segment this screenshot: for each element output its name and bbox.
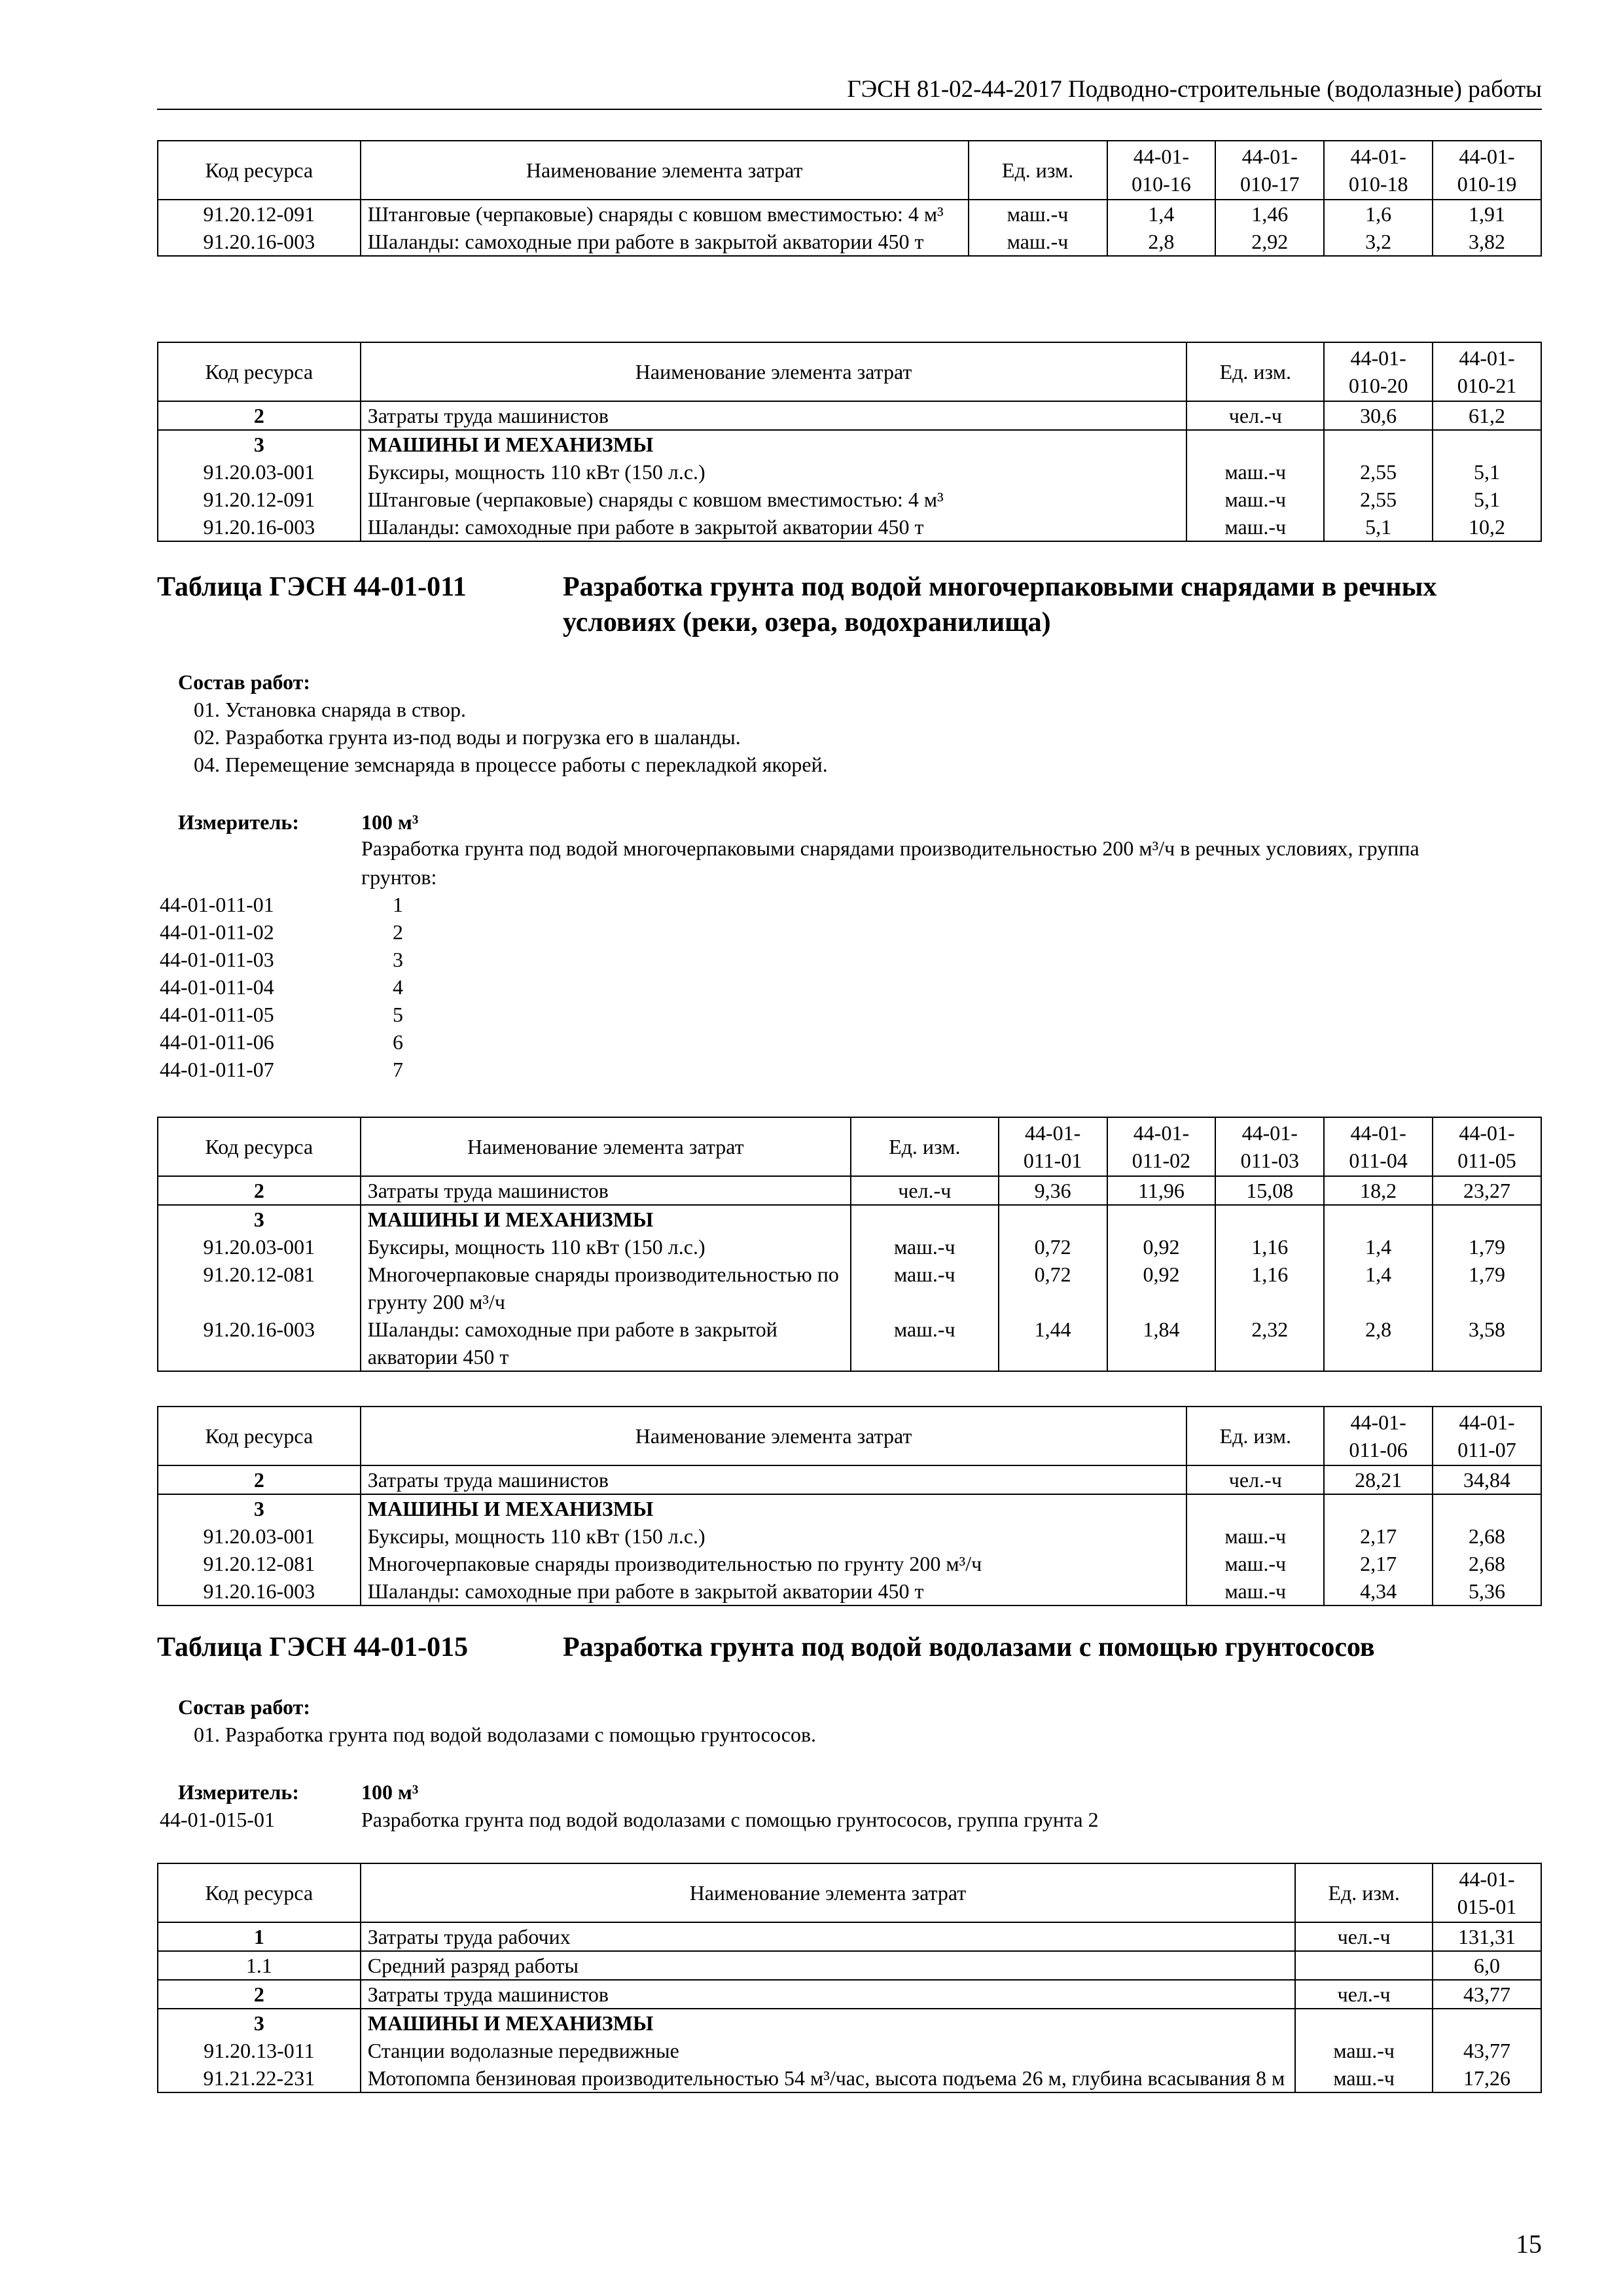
resource-code: 91.20.13-011	[158, 2037, 361, 2064]
table-name: Разработка грунта под водой многочерпаковыми снарядами в речных условиях (реки, озера, водохранилища)	[563, 572, 1437, 637]
resource-unit	[1186, 430, 1324, 458]
resource-value: 2,32	[1215, 1316, 1324, 1371]
column-header-norm: 44-01- 011-05	[1433, 1117, 1541, 1176]
norm-code: 44-01-011-01	[160, 893, 274, 916]
resource-value: 3,2	[1324, 228, 1433, 256]
table-row	[158, 2037, 1541, 2064]
resource-name: Шаланды: самоходные при работе в закрытой акватории 450 т	[361, 228, 969, 256]
resource-code: 91.20.03-001	[158, 458, 361, 486]
resource-value: 1,16	[1215, 1261, 1324, 1316]
norm-code: 44-01-011-03	[160, 948, 274, 971]
column-header-norm: 44-01- 010-17	[1215, 141, 1324, 200]
resource-unit: маш.-ч	[1186, 1577, 1324, 1605]
resource-value: 1,79	[1433, 1261, 1541, 1316]
table-row	[158, 401, 1541, 430]
resource-value: 5,1	[1324, 513, 1433, 541]
resource-unit: чел.-ч	[1295, 1922, 1433, 1951]
resource-code: 3	[158, 2009, 361, 2037]
resource-name: Затраты труда машинистов	[361, 1465, 1187, 1494]
works-label: Состав работ:	[178, 670, 311, 694]
resource-code: 91.20.03-001	[158, 1522, 361, 1550]
resource-name: Штанговые (черпаковые) снаряды с ковшом вместимостью: 4 м³	[361, 200, 969, 228]
work-item: 01. Разработка грунта под водой водолазами с помощью грунтососов.	[194, 1723, 817, 1746]
column-header-norm: 44-01- 010-19	[1433, 141, 1541, 200]
resource-value: 2,68	[1433, 1550, 1541, 1577]
norm-code: 44-01-011-07	[160, 1058, 274, 1081]
norm-value: 2	[393, 920, 403, 944]
norm-value: 5	[393, 1003, 403, 1026]
resource-code: 91.20.16-003	[158, 228, 361, 256]
resource-value: 28,21	[1324, 1465, 1433, 1494]
resource-code: 3	[158, 1205, 361, 1233]
resource-unit: чел.-ч	[1186, 1465, 1324, 1494]
resource-value: 1,46	[1215, 200, 1324, 228]
norm-value: 7	[393, 1058, 403, 1081]
resource-table-3	[157, 1117, 1542, 1372]
column-header-unit: Ед. изм.	[1186, 342, 1324, 401]
column-header-code: Код ресурса	[158, 1407, 361, 1465]
resource-code: 91.20.12-091	[158, 486, 361, 513]
norm-value: 6	[393, 1030, 403, 1054]
resource-value: 131,31	[1433, 1922, 1541, 1951]
resource-value: 4,34	[1324, 1577, 1433, 1605]
meter-label: Измеритель:	[178, 1780, 299, 1804]
section-title	[0, 569, 1623, 648]
norm-code: 44-01-011-04	[160, 975, 274, 999]
works-label: Состав работ:	[178, 1695, 311, 1719]
resource-value: 1,44	[999, 1316, 1107, 1371]
resource-value: 2,17	[1324, 1522, 1433, 1550]
table-id: Таблица ГЭСН 44-01-015	[157, 1632, 469, 1662]
norm-code: 44-01-011-06	[160, 1030, 274, 1054]
column-header-code: Код ресурса	[158, 1863, 361, 1922]
resource-name: Затраты труда машинистов	[361, 1176, 851, 1205]
resource-unit: маш.-ч	[969, 200, 1107, 228]
column-header-code: Код ресурса	[158, 342, 361, 401]
resource-value	[1107, 1205, 1216, 1233]
resource-code: 3	[158, 430, 361, 458]
resource-value: 2,17	[1324, 1550, 1433, 1577]
meter-label: Измеритель:	[178, 810, 299, 834]
resource-value: 43,77	[1433, 1980, 1541, 2009]
table-row	[158, 1205, 1541, 1233]
resource-value: 2,68	[1433, 1522, 1541, 1550]
resource-table-5	[157, 1863, 1542, 2093]
resource-name: Затраты труда машинистов	[361, 401, 1187, 430]
resource-value: 6,0	[1433, 1951, 1541, 1980]
table-row	[158, 1922, 1541, 1951]
resource-value: 1,4	[1324, 1261, 1433, 1316]
table-row	[158, 1550, 1541, 1577]
resource-name: Средний разряд работы	[361, 1951, 1295, 1980]
resource-value	[1433, 1494, 1541, 1522]
table-row	[158, 1577, 1541, 1605]
table-row	[158, 1176, 1541, 1205]
resource-unit: чел.-ч	[851, 1176, 999, 1205]
resource-unit: маш.-ч	[1186, 458, 1324, 486]
column-header-unit: Ед. изм.	[1186, 1407, 1324, 1465]
table-row	[158, 486, 1541, 513]
resource-name: Буксиры, мощность 110 кВт (150 л.с.)	[361, 1522, 1187, 1550]
column-header-norm: 44-01- 011-01	[999, 1117, 1107, 1176]
work-item: 01. Установка снаряда в створ.	[194, 698, 467, 721]
table-row	[158, 1522, 1541, 1550]
resource-value: 11,96	[1107, 1176, 1216, 1205]
table-id: Таблица ГЭСН 44-01-011	[157, 572, 467, 602]
column-header-code: Код ресурса	[158, 141, 361, 200]
resource-name: Мотопомпа бензиновая производительностью 54 м³/час, высота подъема 26 м, глубина всасывания 8 м	[361, 2064, 1295, 2092]
resource-value	[1324, 430, 1433, 458]
resource-name: Многочерпаковые снаряды производительностью по грунту 200 м³/ч	[361, 1261, 851, 1316]
resource-unit	[1295, 2009, 1433, 2037]
resource-value	[1324, 1205, 1433, 1233]
resource-value: 61,2	[1433, 401, 1541, 430]
resource-name: Буксиры, мощность 110 кВт (150 л.с.)	[361, 1233, 851, 1261]
resource-value: 30,6	[1324, 401, 1433, 430]
resource-value	[1433, 1205, 1541, 1233]
column-header-unit: Ед. изм.	[851, 1117, 999, 1176]
resource-code: 91.21.22-231	[158, 2064, 361, 2092]
table-row	[158, 1316, 1541, 1371]
resource-code: 91.20.12-081	[158, 1261, 361, 1316]
resource-unit: маш.-ч	[1295, 2037, 1433, 2064]
resource-value: 17,26	[1433, 2064, 1541, 2092]
resource-unit: маш.-ч	[1186, 486, 1324, 513]
resource-code: 2	[158, 401, 361, 430]
column-header-norm: 44-01- 011-02	[1107, 1117, 1216, 1176]
table-row	[158, 1951, 1541, 1980]
resource-name: Штанговые (черпаковые) снаряды с ковшом вместимостью: 4 м³	[361, 486, 1187, 513]
meter-value: 100 м³	[361, 1780, 419, 1804]
resource-value: 3,58	[1433, 1316, 1541, 1371]
resource-value: 2,55	[1324, 458, 1433, 486]
resource-value: 18,2	[1324, 1176, 1433, 1205]
resource-value: 0,92	[1107, 1233, 1216, 1261]
column-header-norm: 44-01- 010-18	[1324, 141, 1433, 200]
resource-value: 43,77	[1433, 2037, 1541, 2064]
resource-group-name: МАШИНЫ И МЕХАНИЗМЫ	[361, 2009, 1295, 2037]
resource-unit: чел.-ч	[1295, 1980, 1433, 2009]
resource-name: Шаланды: самоходные при работе в закрытой акватории 450 т	[361, 513, 1187, 541]
column-header-norm: 44-01- 010-20	[1324, 342, 1433, 401]
resource-code: 91.20.12-081	[158, 1550, 361, 1577]
column-header-unit: Ед. изм.	[1295, 1863, 1433, 1922]
resource-unit	[1295, 1951, 1433, 1980]
column-header-norm: 44-01- 010-21	[1433, 342, 1541, 401]
resource-code: 2	[158, 1176, 361, 1205]
table-row	[158, 430, 1541, 458]
work-item: 02. Разработка грунта из-под воды и погрузка его в шаланды.	[194, 725, 741, 749]
column-header-norm: 44-01- 011-06	[1324, 1407, 1433, 1465]
norm-description: Разработка грунта под водой водолазами с помощью грунтососов, группа грунта 2	[361, 1808, 1099, 1831]
resource-code: 2	[158, 1980, 361, 2009]
norm-code: 44-01-011-02	[160, 920, 274, 944]
resource-unit	[851, 1205, 999, 1233]
resource-name: Буксиры, мощность 110 кВт (150 л.с.)	[361, 458, 1187, 486]
resource-code: 1	[158, 1922, 361, 1951]
column-header-norm: 44-01- 010-16	[1107, 141, 1216, 200]
resource-unit: маш.-ч	[851, 1316, 999, 1371]
norm-value: 4	[393, 975, 403, 999]
norm-code: 44-01-011-05	[160, 1003, 274, 1026]
resource-value: 0,72	[999, 1261, 1107, 1316]
resource-value: 2,92	[1215, 228, 1324, 256]
column-header-name: Наименование элемента затрат	[361, 1863, 1295, 1922]
resource-value: 1,91	[1433, 200, 1541, 228]
resource-code: 91.20.16-003	[158, 1577, 361, 1605]
resource-code: 91.20.03-001	[158, 1233, 361, 1261]
table-row	[158, 1494, 1541, 1522]
column-header-name: Наименование элемента затрат	[361, 141, 969, 200]
resource-value: 15,08	[1215, 1176, 1324, 1205]
resource-code: 3	[158, 1494, 361, 1522]
resource-name: Станции водолазные передвижные	[361, 2037, 1295, 2064]
resource-code: 91.20.12-091	[158, 200, 361, 228]
resource-unit: маш.-ч	[851, 1233, 999, 1261]
resource-name: Многочерпаковые снаряды производительностью по грунту 200 м³/ч	[361, 1550, 1187, 1577]
resource-name: Шаланды: самоходные при работе в закрытой акватории 450 т	[361, 1577, 1187, 1605]
resource-unit: маш.-ч	[1295, 2064, 1433, 2092]
table-row	[158, 1233, 1541, 1261]
resource-group-name: МАШИНЫ И МЕХАНИЗМЫ	[361, 1205, 851, 1233]
column-header-norm: 44-01- 011-07	[1433, 1407, 1541, 1465]
page-number: 15	[1516, 2229, 1542, 2259]
column-header-code: Код ресурса	[158, 1117, 361, 1176]
resource-value	[1324, 1494, 1433, 1522]
table-row	[158, 1980, 1541, 2009]
table-row	[158, 513, 1541, 541]
resource-group-name: МАШИНЫ И МЕХАНИЗМЫ	[361, 430, 1187, 458]
resource-value: 23,27	[1433, 1176, 1541, 1205]
resource-value: 1,84	[1107, 1316, 1216, 1371]
resource-code: 91.20.16-003	[158, 513, 361, 541]
resource-value: 5,1	[1433, 486, 1541, 513]
resource-value: 1,79	[1433, 1233, 1541, 1261]
resource-code: 1.1	[158, 1951, 361, 1980]
resource-unit: маш.-ч	[1186, 1550, 1324, 1577]
document-header: ГЭСН 81-02-44-2017 Подводно-строительные (водолазные) работы	[157, 73, 1542, 110]
resource-table-2	[157, 342, 1542, 542]
resource-value	[1433, 430, 1541, 458]
meter-description: Разработка грунта под водой многочерпаковыми снарядами производительностью 200 м³/ч в речных условиях, группа грунтов:	[361, 836, 1419, 889]
resource-name: Шаланды: самоходные при работе в закрытой акватории 450 т	[361, 1316, 851, 1371]
table-row	[158, 2064, 1541, 2092]
resource-value: 5,36	[1433, 1577, 1541, 1605]
table-row	[158, 2009, 1541, 2037]
resource-code: 91.20.16-003	[158, 1316, 361, 1371]
resource-unit: маш.-ч	[851, 1261, 999, 1316]
norm-code: 44-01-015-01	[160, 1808, 275, 1831]
resource-name: Затраты труда машинистов	[361, 1980, 1295, 2009]
resource-value: 0,92	[1107, 1261, 1216, 1316]
norm-value: 3	[393, 948, 403, 971]
resource-table-4	[157, 1406, 1542, 1606]
work-item: 04. Перемещение земснаряда в процессе работы с перекладкой якорей.	[194, 753, 828, 776]
norm-value: 1	[393, 893, 403, 916]
section-title	[0, 1630, 1623, 1669]
resource-value: 2,55	[1324, 486, 1433, 513]
resource-value: 1,6	[1324, 200, 1433, 228]
resource-value: 2,8	[1324, 1316, 1433, 1371]
column-header-norm: 44-01- 011-04	[1324, 1117, 1433, 1176]
column-header-name: Наименование элемента затрат	[361, 1117, 851, 1176]
resource-value: 5,1	[1433, 458, 1541, 486]
column-header-unit: Ед. изм.	[969, 141, 1107, 200]
resource-code: 2	[158, 1465, 361, 1494]
resource-value: 9,36	[999, 1176, 1107, 1205]
resource-table-1	[157, 140, 1542, 257]
resource-value: 1,16	[1215, 1233, 1324, 1261]
resource-value: 3,82	[1433, 228, 1541, 256]
resource-value: 2,8	[1107, 228, 1216, 256]
resource-unit: маш.-ч	[1186, 1522, 1324, 1550]
resource-value	[1433, 2009, 1541, 2037]
column-header-norm: 44-01- 015-01	[1433, 1863, 1541, 1922]
meter-value: 100 м³	[361, 810, 419, 834]
column-header-name: Наименование элемента затрат	[361, 1407, 1187, 1465]
table-row	[158, 1465, 1541, 1494]
resource-group-name: МАШИНЫ И МЕХАНИЗМЫ	[361, 1494, 1187, 1522]
resource-unit: маш.-ч	[969, 228, 1107, 256]
table-row	[158, 228, 1541, 256]
resource-value: 1,4	[1324, 1233, 1433, 1261]
resource-value: 0,72	[999, 1233, 1107, 1261]
column-header-norm: 44-01- 011-03	[1215, 1117, 1324, 1176]
column-header-name: Наименование элемента затрат	[361, 342, 1187, 401]
table-row	[158, 200, 1541, 228]
table-row	[158, 458, 1541, 486]
resource-unit	[1186, 1494, 1324, 1522]
resource-unit: чел.-ч	[1186, 401, 1324, 430]
resource-value: 10,2	[1433, 513, 1541, 541]
table-name: Разработка грунта под водой водолазами с помощью грунтососов	[563, 1632, 1375, 1662]
resource-value	[1215, 1205, 1324, 1233]
resource-name: Затраты труда рабочих	[361, 1922, 1295, 1951]
resource-value: 1,4	[1107, 200, 1216, 228]
resource-value: 34,84	[1433, 1465, 1541, 1494]
table-row	[158, 1261, 1541, 1316]
resource-value	[999, 1205, 1107, 1233]
resource-unit: маш.-ч	[1186, 513, 1324, 541]
